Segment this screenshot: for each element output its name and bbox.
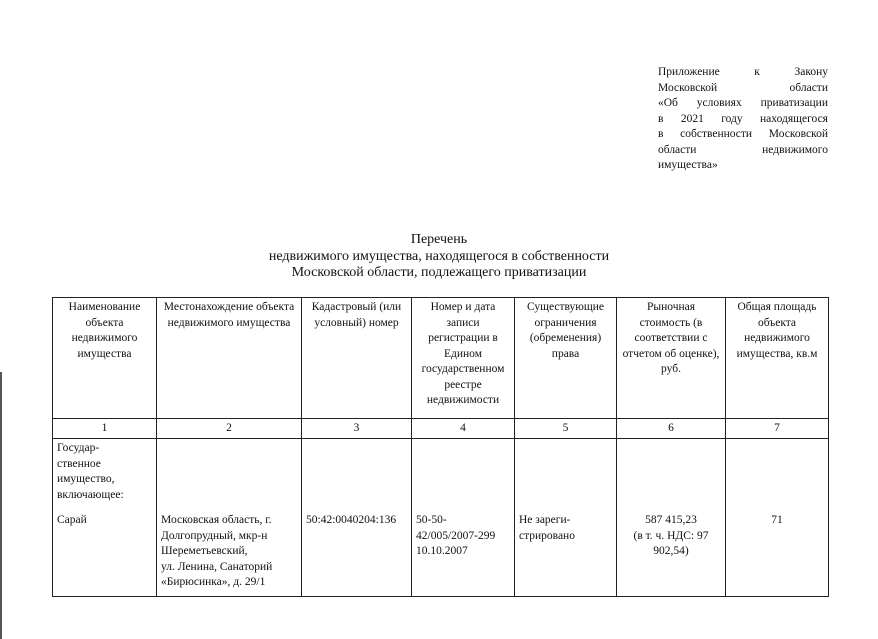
table-header-row	[53, 298, 829, 419]
appendix-line: имущества»	[658, 159, 718, 171]
column-number: 6	[617, 419, 726, 439]
appendix-line: Московской области	[658, 81, 828, 94]
cell-location	[157, 439, 302, 597]
market-value: 587 415,23 (в т. ч. НДС: 97 902,54)	[633, 514, 709, 557]
appendix-note	[658, 65, 828, 174]
column-number: 1	[53, 419, 157, 439]
header-cell-name: Наименование объекта недвижимого имущества	[53, 298, 157, 419]
cell-area	[726, 439, 829, 597]
table-row	[53, 439, 829, 597]
appendix-line: в 2021 году находящегося	[658, 112, 828, 125]
cell-cadastral	[302, 439, 412, 597]
title-line-2: недвижимого имущества, находящегося в собственности	[268, 248, 610, 264]
cell-value	[617, 439, 726, 597]
column-number: 7	[726, 419, 829, 439]
document-title	[0, 232, 878, 282]
object-location: Московская область, г. Долгопрудный, мкр-н Шереметьевский, ул. Ленина, Санаторий «Бирюсинка», д. 29/1	[161, 514, 273, 588]
cadastral-number: 50:42:0040204:136	[306, 514, 397, 526]
object-name: Сарай	[57, 514, 87, 526]
appendix-line: в собственности Московской	[658, 128, 828, 140]
header-cell-cadastral: Кадастровый (или условный) номер	[302, 298, 412, 419]
column-number: 3	[302, 419, 412, 439]
column-number-row	[53, 419, 829, 439]
column-number: 4	[412, 419, 515, 439]
header-cell-value: Рыночная стоимость (в соответствии с отчетом об оценке), руб.	[617, 298, 726, 419]
total-area: 71	[771, 514, 783, 526]
header-cell-location: Местонахождение объекта недвижимого имущества	[157, 298, 302, 419]
column-number: 5	[515, 419, 617, 439]
header-cell-registration: Номер и дата записи регистрации в Едином государственном реестре недвижимости	[412, 298, 515, 419]
title-line-1: Перечень	[410, 232, 468, 247]
restrictions-value: Не зареги- стрировано	[519, 514, 575, 542]
header-cell-restrictions: Существующие ограничения (обременения) права	[515, 298, 617, 419]
group-label: Государ- ственное имущество, включающее:	[57, 442, 124, 501]
registration-record: 50-50- 42/005/2007-299 10.10.2007	[416, 514, 496, 557]
title-line-3: Московской области, подлежащего приватизации	[291, 265, 587, 280]
appendix-line: Приложение к Закону	[658, 66, 828, 78]
appendix-line: «Об условиях приватизации	[658, 97, 828, 109]
cell-registration	[412, 439, 515, 597]
cell-restrictions	[515, 439, 617, 597]
header-cell-area: Общая площадь объекта недвижимого имущества, кв.м	[726, 298, 829, 419]
scan-edge-mark	[0, 372, 2, 639]
column-number: 2	[157, 419, 302, 439]
property-table	[52, 297, 829, 597]
appendix-line: области недвижимого	[658, 143, 828, 156]
cell-name	[53, 439, 157, 597]
